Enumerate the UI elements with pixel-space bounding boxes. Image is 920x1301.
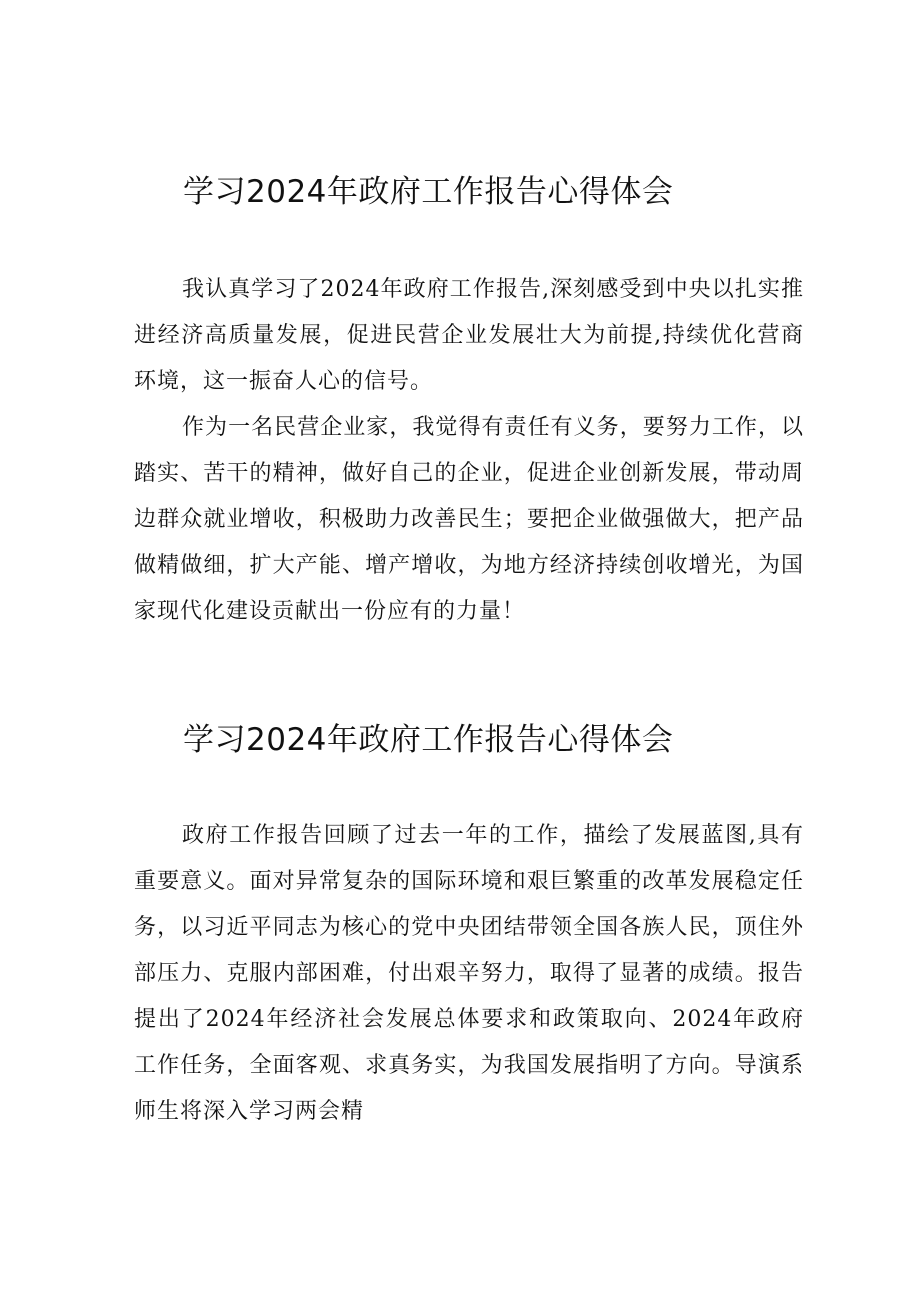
section-2-title: 学习2024年政府工作报告心得体会 [183,722,674,758]
section-1-paragraph-2: 作为一名民营企业家，我觉得有责任有义务，要努力工作，以踏实、苦干的精神，做好自己的企业，促进企业创新发展，带动周边群众就业增收，积极助力改善民生；要把企业做强做大，把产品做精做细，扩大产能、增产增收，为地方经济持续创收增光，为国家现代化建设贡献出一份应有的力量！ [134,415,804,624]
section-1-paragraph-1: 我认真学习了2024年政府工作报告,深刻感受到中央以扎实推进经济高质量发展，促进民营企业发展壮大为前提,持续优化营商环境，这一振奋人心的信号。 [134,277,804,394]
section-2-paragraph-1: 政府工作报告回顾了过去一年的工作，描绘了发展蓝图,具有重要意义。面对异常复杂的国际环境和艰巨繁重的改革发展稳定任务，以习近平同志为核心的党中央团结带领全国各族人民，顶住外部压力、克服内部困难，付出艰辛努力，取得了显著的成绩。报告提出了2024年经济社会发展总体要求和政策取向、2024年政府工作任务，全面客观、求真务实，为我国发展指明了方向。导演系师生将深入学习两会精 [134,823,804,1124]
section-1-title: 学习2024年政府工作报告心得体会 [183,174,674,210]
